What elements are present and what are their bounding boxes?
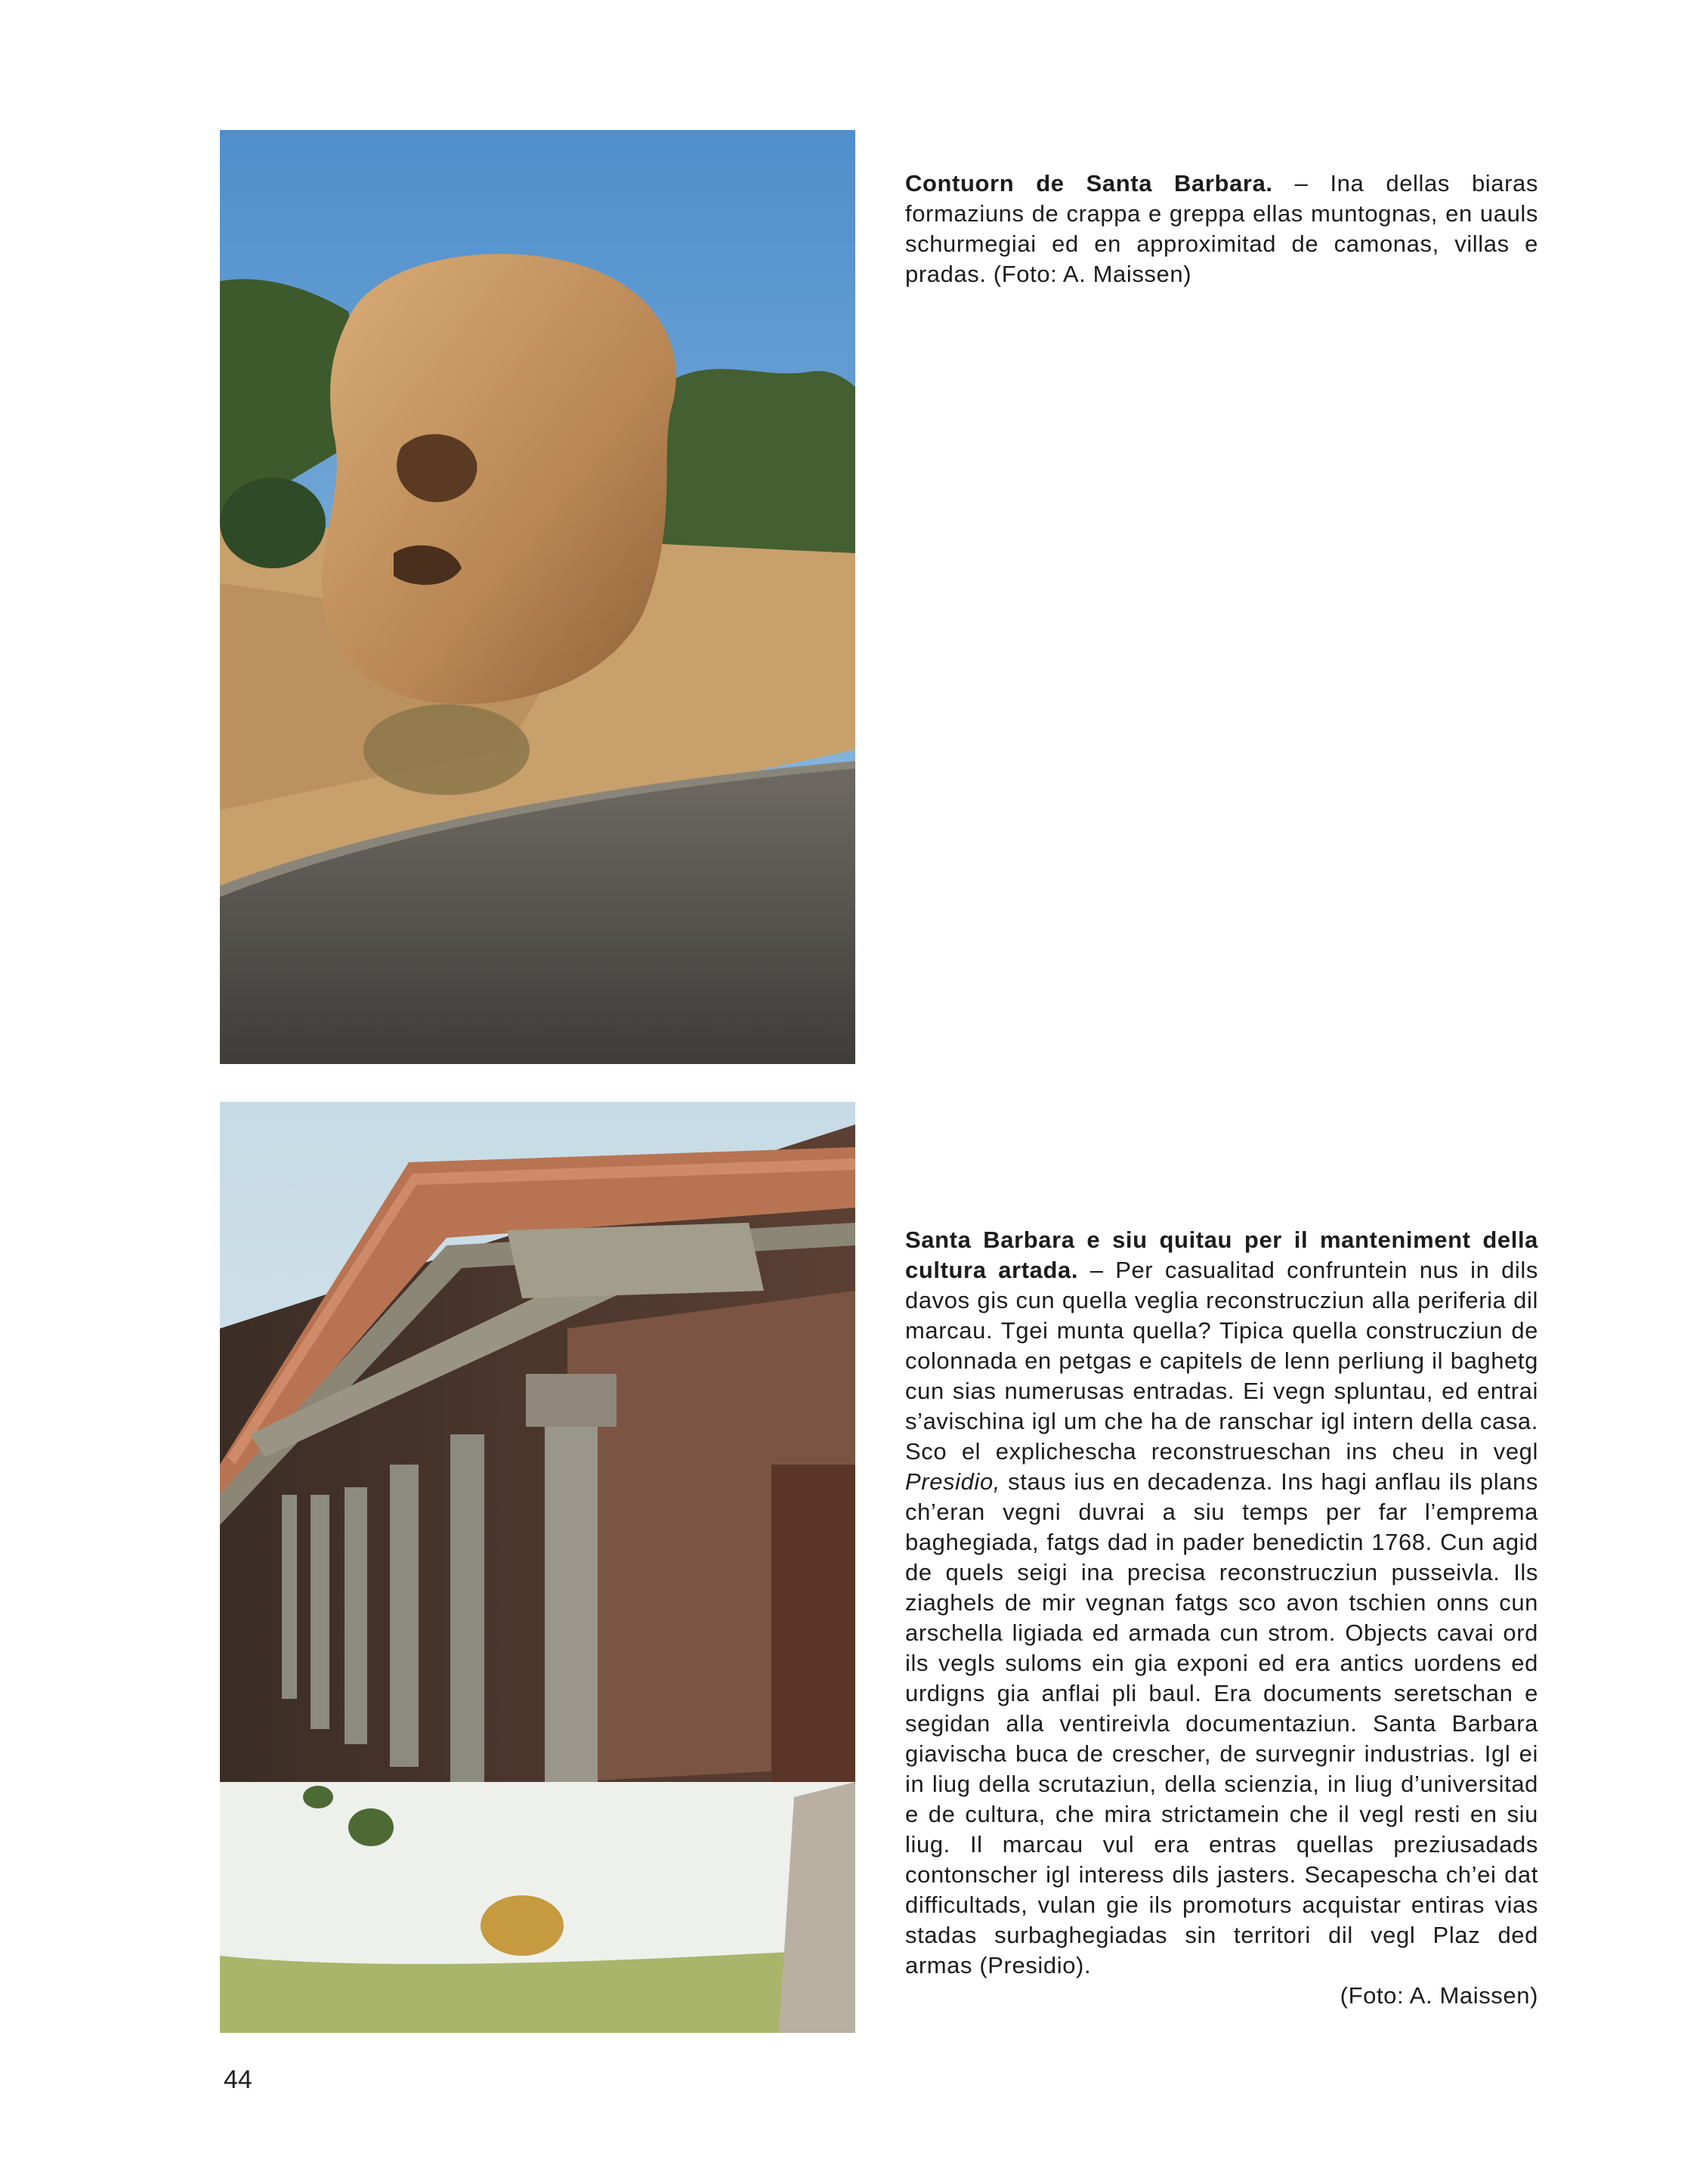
caption-text: Per casualitad confruntein nus in dils davos gis cun quella veglia reconstrucziun alla periferia dil marcau. Tgei munta quella? Tipica quella construcziun de colonnada en petgas e capitels de lenn perliung il baghetg cun sias numerusas entradas. Ei vegn spluntau, ed entrai s’avischina igl um che ha de ranschar igl intern della casa. Sco el explichescha reconstrueschan ins cheu in vegl xyxy=(905,1257,1539,1465)
caption-dash: – xyxy=(1294,170,1309,196)
photo-credit: (Foto: A. Maissen) xyxy=(1340,1982,1538,2009)
colonnade-photo-caption xyxy=(905,1225,1538,2011)
page-number: 44 xyxy=(224,2065,252,2094)
rock-photo-caption xyxy=(905,169,1538,289)
caption-title: Santa Barbara e siu quitau per il manteniment della cultura artada. xyxy=(905,1227,1538,1283)
caption-title: Contuorn de Santa Barbara. xyxy=(905,170,1273,196)
caption-dash: – xyxy=(1089,1257,1104,1283)
colonnade-photo xyxy=(220,1102,855,2033)
rock-formation-photo xyxy=(220,130,855,1064)
caption-text: Ina dellas biaras formaziuns de crappa e greppa ellas muntognas, en uauls schurmegiai ed en approximitad de camonas, villas e pradas. (Foto: A. Maissen) xyxy=(905,170,1538,287)
caption-italic-term: Presidio, xyxy=(905,1468,1001,1495)
caption-text-continued: staus ius en decadenza. Ins hagi anflau ils plans ch’eran vegni duvrai a siu temps per far l’emprema baghegiada, fatgs dad in pader benedictin 1768. Cun agid de quels seigi ina precisa reconstrucziun pusseivla. Ils ziaghels de mir vegnan fatgs sco avon tschien onns cun arschella ligiada ed armada cun strom. Objects cavai ord ils vegls suloms ein gia exponi ed era antics uordens ed urdigns gia anflai pli baul. Era documents seretschan e segidan alla ventireivla documentaziun. Santa Barbara giavischa buca de crescher, de survegnir industrias. Igl ei in liug della scrutaziun, della scienzia, in liug d’universitad e de cultura, che mira strictamein che il vegl resti en siu liug. Il marcau vul era entras quellas preziusadads contonscher igl interess dils jasters. Secapescha ch’ei dat difficultads, vulan gie ils promoturs acquistar entiras vias stadas surbaghegiadas sin territori dil vegl Plaz ded armas (Presidio). xyxy=(905,1468,1538,1978)
